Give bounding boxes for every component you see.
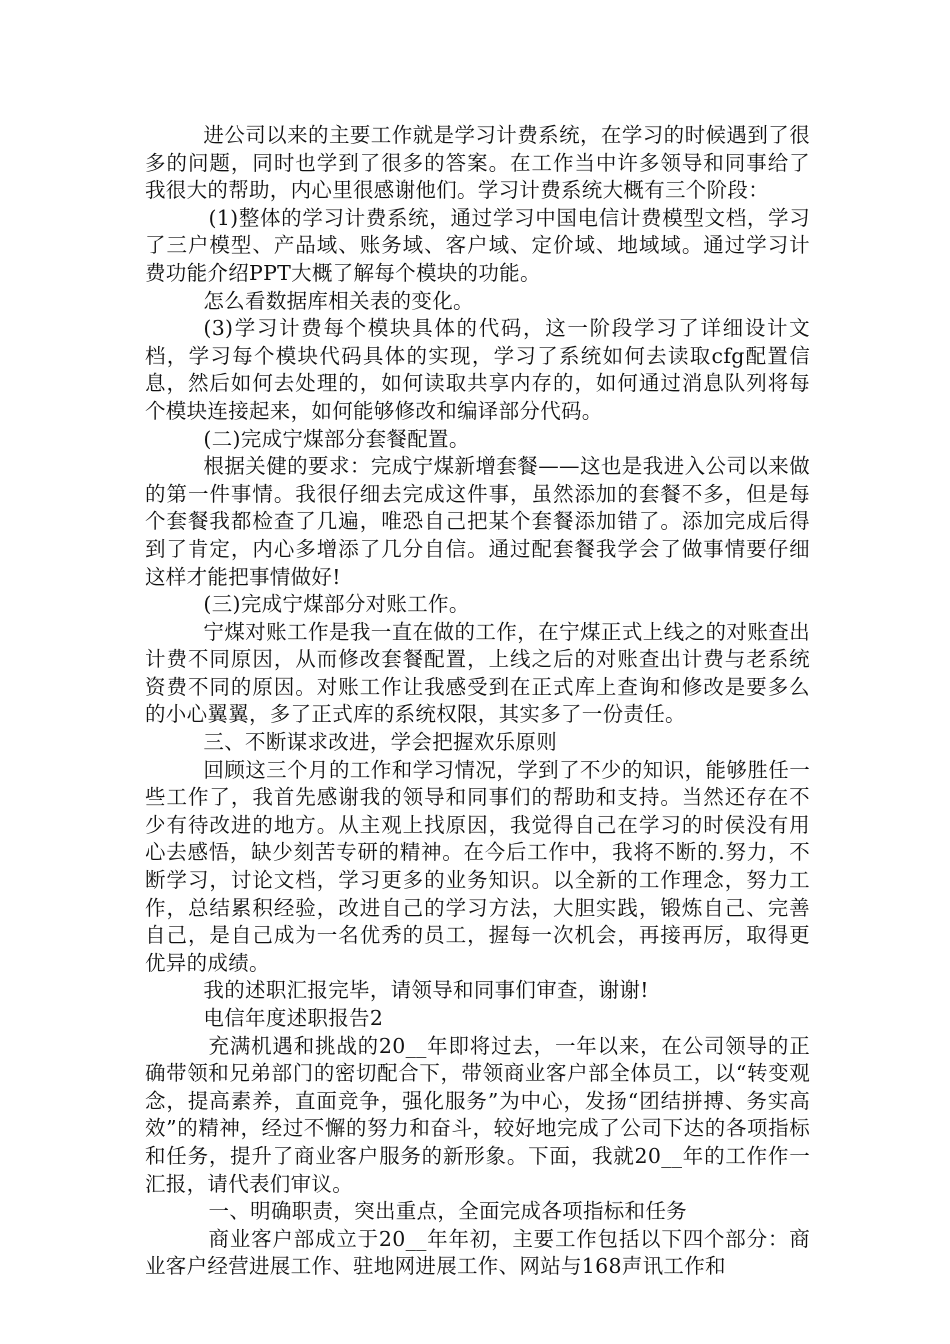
paragraph-reconciliation: 宁煤对账工作是我一直在做的工作，在宁煤正式上线之的对账查出计费不同原因，从而修改套餐配置，上线之后的对账查出计费与老系统资费不同的原因。对账工作让我感受到在正式库上查询和修改是要多么的小心翼翼，多了正式库的系统权限，其实多了一份责任。 bbox=[145, 619, 810, 727]
section-heading-package-config: (二)完成宁煤部分套餐配置。 bbox=[203, 426, 470, 451]
paragraph-package-config: 根据关健的要求：完成宁煤新增套餐——这也是我进入公司以来做的第一件事情。我很仔细去完成这件事，虽然添加的套餐不多，但是每个套餐我都检查了几遍，唯恐自己把某个套餐添加错了。添加完成后得到了肯定，内心多增添了几分自信。通过配套餐我学会了做事情要仔细这样才能把事情做好! bbox=[145, 454, 810, 589]
paragraph-business-dept: 商业客户部成立于20__年年初，主要工作包括以下四个部分：商业客户经营进展工作、驻地网进展工作、网站与168声讯工作和 bbox=[145, 1226, 810, 1279]
paragraph-closing: 我的述职汇报完毕，请领导和同事们审查，谢谢! bbox=[203, 978, 649, 1003]
section-heading-reconciliation: (三)完成宁煤部分对账工作。 bbox=[203, 592, 470, 617]
report-2-title: 电信年度述职报告2 bbox=[203, 1006, 384, 1030]
paragraph-stage-2: 怎么看数据库相关表的变化。 bbox=[203, 288, 474, 313]
paragraph-stage-3: (3)学习计费每个模块具体的代码，这一阶段学习了详细设计文档，学习每个模块代码具体的实现，学习了系统如何去读取cfg配置信息，然后如何去处理的，如何读取共享内存的，如何通过消息队列将每个模块连接起来，如何能够修改和编译部分代码。 bbox=[145, 316, 810, 423]
paragraph-report-2-intro: 充满机遇和挑战的20__年即将过去，一年以来，在公司领导的正确带领和兄弟部门的密切配合下，带领商业客户部全体员工，以“转变观念，提高素养，直面竞争，强化服务”为中心，发扬“团结拼搏、务实高效”的精神，经过不懈的努力和奋斗，较好地完成了公司下达的各项指标和任务，提升了商业客户服务的新形象。下面，我就20__年的工作作一汇报，请代表们审议。 bbox=[145, 1033, 810, 1196]
section-heading-duties: 一、明确职责，突出重点，全面完成各项指标和任务 bbox=[208, 1199, 687, 1224]
paragraph-intro: 进公司以来的主要工作就是学习计费系统，在学习的时候遇到了很多的问题，同时也学到了很多的答案。在工作当中许多领导和同事给了我很大的帮助，内心里很感谢他们。学习计费系统大概有三个阶段： bbox=[145, 123, 810, 203]
document-page bbox=[145, 122, 810, 1281]
section-heading-improvement: 三、不断谋求改进，学会把握欢乐原则 bbox=[203, 730, 558, 755]
paragraph-stage-1: (1)整体的学习计费系统，通过学习中国电信计费模型文档，学习了三户模型、产品域、账务域、客户域、定价域、地域域。通过学习计费功能介绍PPT大概了解每个模块的功能。 bbox=[145, 205, 810, 285]
paragraph-review: 回顾这三个月的工作和学习情况，学到了不少的知识，能够胜任一些工作了，我首先感谢我的领导和同事们的帮助和支持。当然还存在不少有待改进的地方。从主观上找原因，我觉得自己在学习的时侯没有用心去感悟，缺少刻苦专研的精神。在今后工作中，我将不断的.努力，不断学习，讨论文档，学习更多的业务知识。以全新的工作理念，努力工作，总结累积经验，改进自己的学习方法，大胆实践，锻炼自己、完善自己，是自己成为一名优秀的员工，握每一次机会，再接再厉，取得更优异的成绩。 bbox=[145, 757, 810, 975]
